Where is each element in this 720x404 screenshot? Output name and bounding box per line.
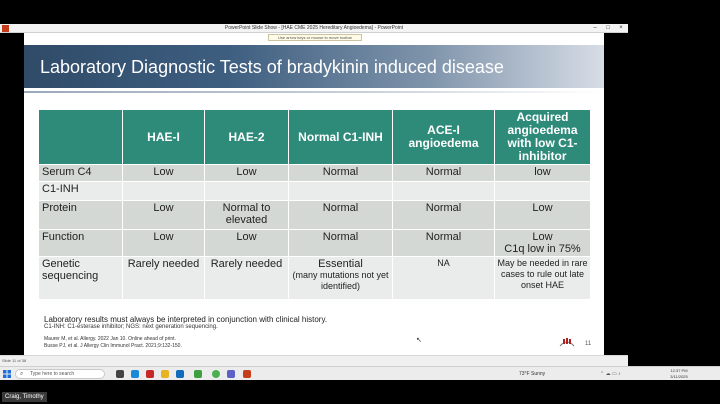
table-cell: Normal (393, 230, 495, 257)
task-view-icon[interactable] (116, 370, 124, 378)
essential-note: (many mutations not yet identified) (292, 270, 389, 291)
reference-2: Busse PJ, et al. J Allergy Clin Immunol Pract. 2021;9:132-150. (44, 343, 182, 349)
function-value: Low (532, 231, 553, 243)
system-tray-icons[interactable]: ⌃ ☁ ▭ ♪ (600, 371, 621, 377)
table-cell: low (495, 165, 591, 182)
table-header: ACE-I angioedema (393, 110, 495, 165)
table-header: Normal C1-INH (289, 110, 393, 165)
table-cell (205, 182, 289, 201)
mouse-cursor-icon: ↖ (416, 337, 422, 344)
weather-widget[interactable]: 73°F Sunny (519, 371, 546, 377)
table-cell: Low (123, 230, 205, 257)
excel-icon[interactable] (194, 370, 202, 378)
table-header: Acquired angioedema with low C1-inhibitor (495, 110, 591, 165)
table-header: HAE-2 (205, 110, 289, 165)
outlook-icon[interactable] (176, 370, 184, 378)
window-title: PowerPoint Slide Show - [HAE CME 2025 Hereditary Angioedema] - PowerPoint (224, 25, 404, 31)
table-cell: Serum C4 (39, 165, 123, 182)
table-row (39, 165, 591, 182)
table-cell: Low (205, 230, 289, 257)
slide-title: Laboratory Diagnostic Tests of bradykinin induced disease (40, 57, 504, 77)
table-cell: Rarely needed (123, 257, 205, 300)
table-cell: C1-INH (39, 182, 123, 201)
window-titlebar (0, 24, 628, 33)
powerpoint-taskbar-icon[interactable] (243, 370, 251, 378)
minimize-icon[interactable]: – (593, 25, 597, 31)
table-cell (495, 230, 591, 257)
table-cell: May be needed in rare cases to rule out late onset HAE (495, 257, 591, 300)
table-cell: Function (39, 230, 123, 257)
table-cell: Normal (289, 230, 393, 257)
table-cell: Normal (289, 201, 393, 230)
table-cell: Normal (289, 165, 393, 182)
slide-number: 11 (585, 341, 592, 347)
logo-icon (559, 334, 575, 348)
c1q-note: C1q low in 75% (504, 243, 581, 255)
taskbar-search-box[interactable] (15, 369, 105, 379)
search-placeholder: Type here to search (30, 371, 75, 377)
table-header-row (39, 110, 591, 165)
table-row (39, 201, 591, 230)
clinical-footnote: Laboratory results must always be interpreted in conjunction with clinical history. (44, 315, 328, 324)
table-cell: Low (205, 165, 289, 182)
table-header: HAE-I (123, 110, 205, 165)
windows-start-icon[interactable] (3, 370, 11, 378)
table-cell: Low (495, 201, 591, 230)
teams-icon[interactable] (227, 370, 235, 378)
clock-time: 12:37 PM (670, 368, 688, 373)
table-row (39, 257, 591, 300)
right-black-border (604, 0, 720, 366)
table-cell: Low (123, 165, 205, 182)
table-cell (393, 182, 495, 201)
table-cell: NA (393, 257, 495, 300)
table-cell: Low (123, 201, 205, 230)
edge-icon[interactable] (131, 370, 139, 378)
table-cell: Normal (393, 201, 495, 230)
title-divider (24, 91, 604, 93)
table-cell: Genetic sequencing (39, 257, 123, 300)
table-cell: Normal to elevated (205, 201, 289, 230)
table-cell (289, 257, 393, 300)
diagnostic-tests-table (38, 109, 591, 300)
slide-counter: Slide 11 of 38 (2, 358, 27, 363)
toolbar-hint: Use arrow keys or mouse to move toolbar (268, 34, 362, 41)
file-explorer-icon[interactable] (161, 370, 169, 378)
participant-name-tag: Craig, Timothy (2, 392, 47, 402)
windows-taskbar (0, 366, 720, 380)
table-cell: Rarely needed (205, 257, 289, 300)
maximize-icon[interactable]: □ (606, 25, 610, 31)
slide-canvas (24, 33, 604, 355)
essential-value: Essential (318, 258, 363, 270)
search-icon: ⌕ (20, 371, 24, 377)
chrome-icon[interactable] (212, 370, 220, 378)
acrobat-icon[interactable] (146, 370, 154, 378)
close-icon[interactable]: × (619, 25, 623, 31)
table-header (39, 110, 123, 165)
table-cell: Protein (39, 201, 123, 230)
reference-1: Maurer M, et al. Allergy. 2022 Jan 10. Online ahead of print. (44, 336, 176, 342)
table-cell (289, 182, 393, 201)
slideshow-statusbar (0, 355, 628, 366)
table-cell (495, 182, 591, 201)
abbreviation-note: C1-INH: C1-esterase inhibitor; NGS: next generation sequencing. (44, 324, 218, 330)
table-row (39, 230, 591, 257)
slide-title-band (24, 45, 604, 88)
taskbar-clock[interactable] (664, 368, 694, 380)
clock-date: 3/11/2025 (670, 374, 688, 379)
table-row (39, 182, 591, 201)
left-black-border (0, 0, 27, 366)
table-cell: Normal (393, 165, 495, 182)
table-cell (123, 182, 205, 201)
